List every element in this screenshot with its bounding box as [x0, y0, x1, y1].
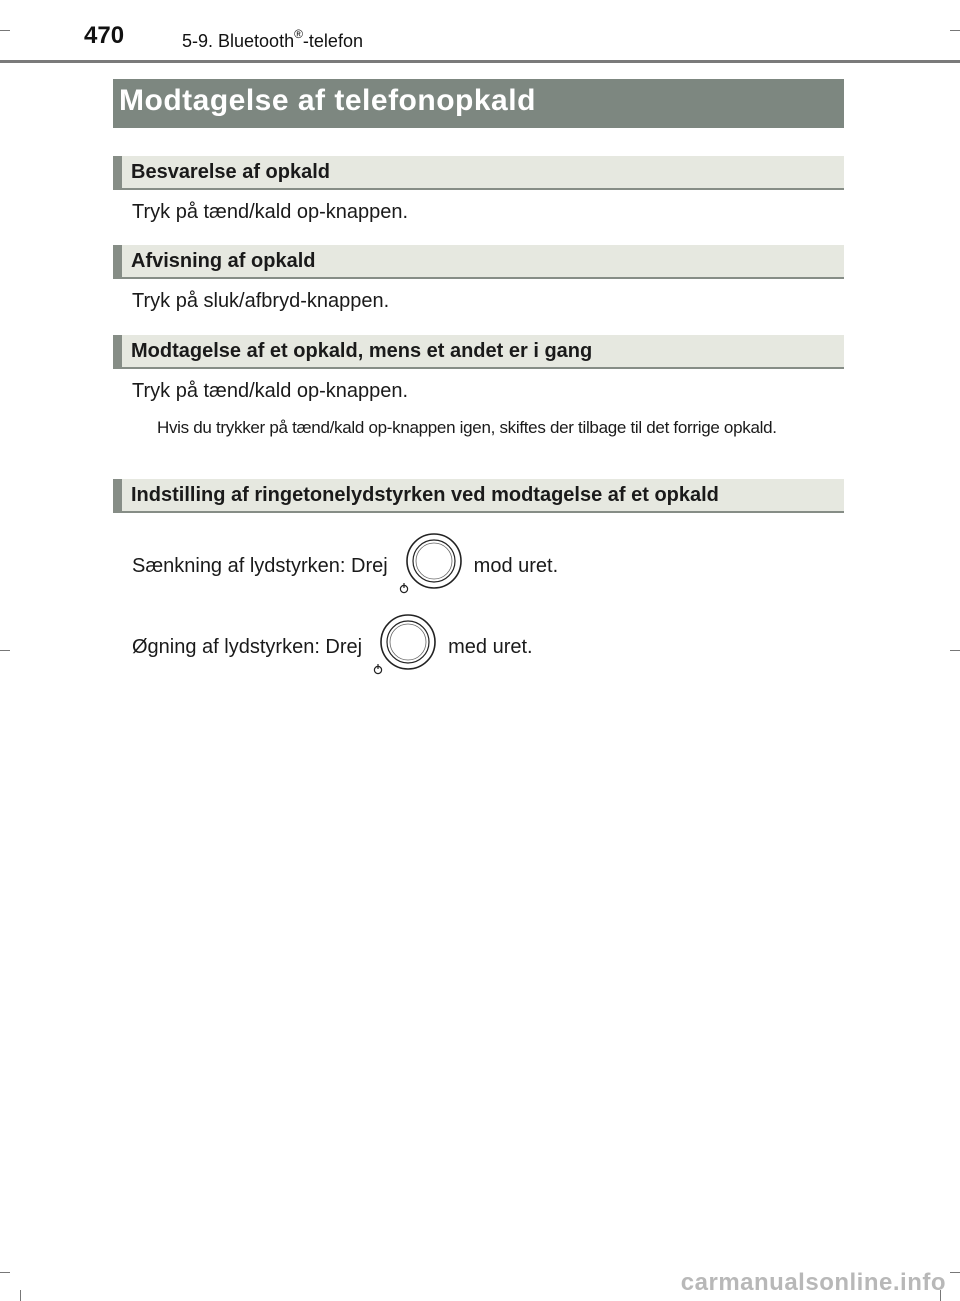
registered-mark: ® [294, 27, 303, 41]
chapter-suffix: -telefon [302, 31, 363, 51]
crop-mark [950, 1272, 960, 1273]
section-heading-bar [113, 479, 122, 511]
section-heading-bar [113, 335, 122, 367]
volume-knob-icon [398, 533, 464, 599]
volume-knob-icon [372, 614, 438, 680]
section-heading-reject [113, 245, 844, 279]
main-title-bar [113, 79, 844, 128]
crop-mark [20, 1290, 21, 1301]
volume-increase-text: Øgning af lydstyrken: Drej [132, 635, 363, 658]
section-heading-label: Indstilling af ringetonelydstyrken ved modtagelse af et opkald [131, 484, 719, 506]
volume-decrease-suffix: mod uret. [473, 554, 559, 577]
section-heading-bar [113, 156, 122, 188]
waiting-instruction: Tryk på tænd/kald op-knappen. [132, 380, 409, 402]
crop-mark [0, 1272, 10, 1273]
section-heading-volume [113, 479, 844, 513]
crop-mark [0, 650, 10, 651]
answer-instruction: Tryk på tænd/kald op-knappen. [132, 201, 409, 223]
section-heading-bar [113, 245, 122, 277]
section-heading-label: Afvisning af opkald [131, 250, 316, 272]
footer-watermark: carmanualsonline.info [680, 1269, 946, 1296]
volume-decrease-text: Sænkning af lydstyrken: Drej [132, 554, 388, 577]
section-heading-label: Besvarelse af opkald [131, 161, 330, 183]
waiting-note: Hvis du trykker på tænd/kald op-knappen igen, skiftes der tilbage til det forrige opkald. [157, 418, 777, 437]
volume-decrease-line [132, 533, 558, 599]
volume-increase-line [132, 614, 533, 680]
section-heading-answer [113, 156, 844, 190]
crop-mark [950, 650, 960, 651]
header-rule [0, 60, 960, 63]
section-heading-waiting [113, 335, 844, 369]
chapter-prefix: 5-9. Bluetooth [182, 31, 295, 51]
reject-instruction: Tryk på sluk/afbryd-knappen. [132, 290, 390, 312]
section-heading-label: Modtagelse af et opkald, mens et andet er i gang [131, 340, 593, 362]
main-title: Modtagelse af telefonopkald [119, 84, 536, 117]
volume-increase-suffix: med uret. [448, 635, 533, 658]
page-number: 470 [84, 22, 125, 49]
chapter-title [182, 29, 363, 52]
page-header [0, 0, 960, 62]
